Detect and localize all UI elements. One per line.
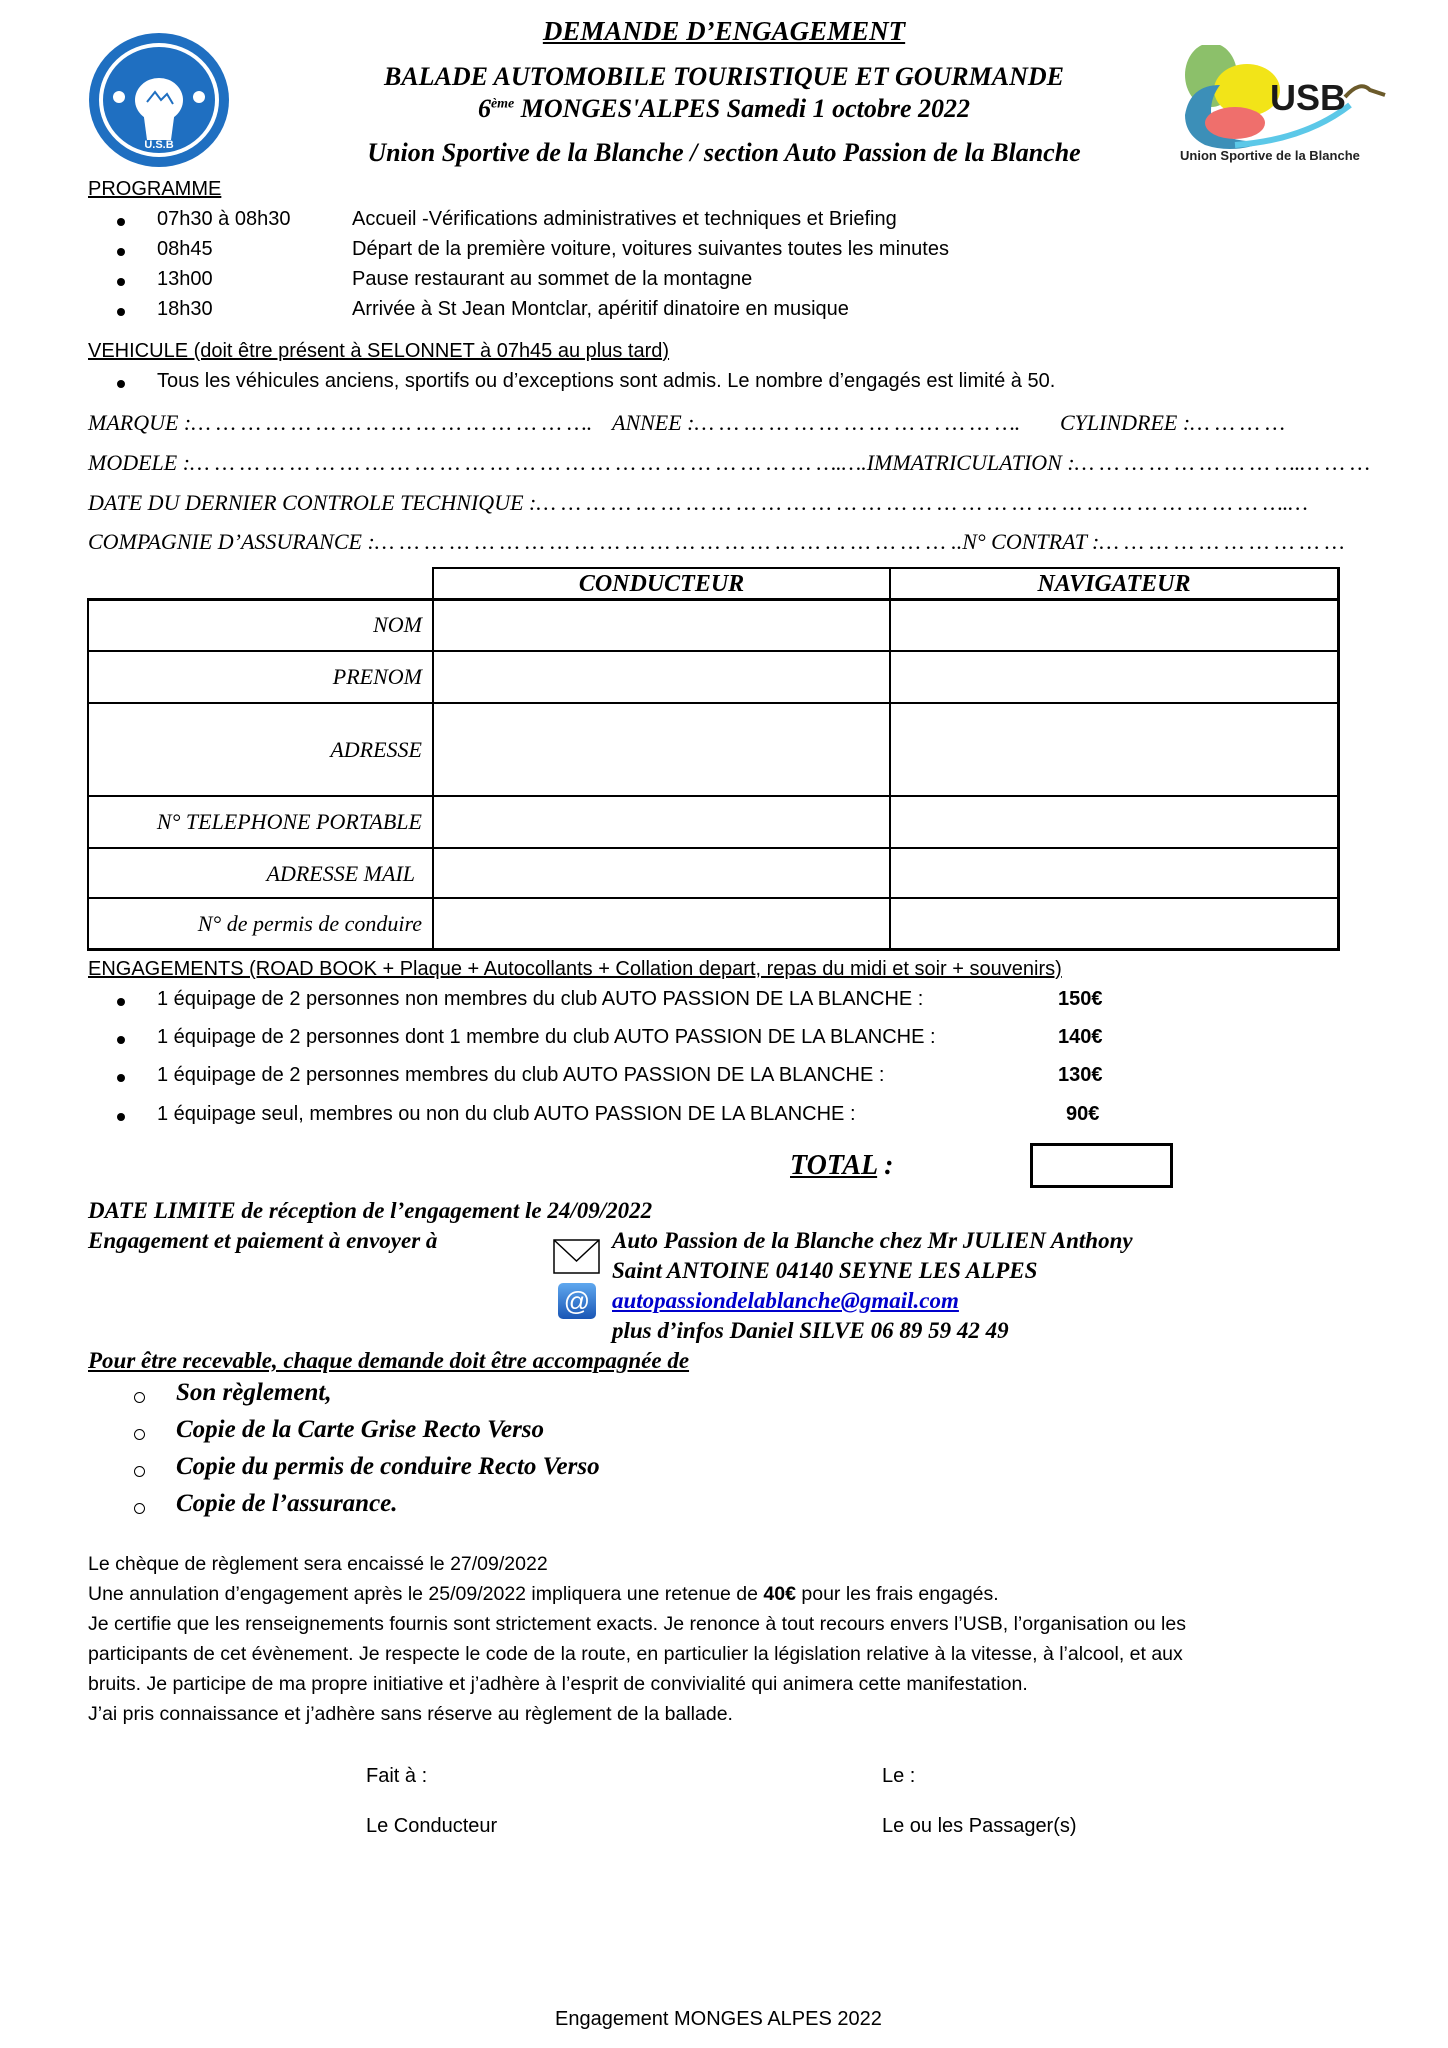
total-label (790, 1150, 893, 1182)
terms-line-2 (88, 1583, 999, 1606)
terms-line-3: Je certifie que les renseignements fournis sont strictement exacts. Je renonce à tout recours envers l’USB, l’organisation ou les (88, 1613, 1186, 1635)
terms-line-4: participants de cet évènement. Je respecte le code de la route, en particulier la législation relative à la vitesse, à l’alcool, et aux (88, 1643, 1183, 1665)
svg-text:USB: USB (1270, 77, 1347, 118)
vehicule-note: Tous les véhicules anciens, sportifs ou d’exceptions sont admis. Le nombre d’engagés est limité à 50. (157, 370, 1056, 392)
requirement-item: Son règlement, (176, 1379, 332, 1406)
annee-field[interactable]: ANNEE :… … … … … … … … … … … … …. (612, 410, 1021, 435)
engagements-heading: ENGAGEMENTS (ROAD BOOK + Plaque + Autocollants + Collation depart, repas du midi et soir + souvenirs) (88, 958, 1062, 980)
conducteur-permis-input[interactable] (435, 900, 888, 948)
engagement-label: 1 équipage de 2 personnes dont 1 membre du club AUTO PASSION DE LA BLANCHE : (157, 1026, 936, 1048)
bullet-icon (117, 1113, 125, 1121)
programme-time: 08h45 (157, 238, 213, 260)
signature-passagers[interactable]: Le ou les Passager(s) (882, 1815, 1077, 1837)
circle-bullet-icon (134, 1429, 145, 1440)
total-colon: : (877, 1150, 894, 1181)
envelope-icon (553, 1239, 600, 1274)
cylindree-field[interactable]: CYLINDREE :… … … … (1060, 410, 1285, 435)
svg-text:@: @ (563, 1286, 591, 1316)
requirement-item: Copie du permis de conduire Recto Verso (176, 1453, 600, 1480)
bullet-icon (117, 308, 125, 316)
column-navigateur: NAVIGATEUR (1037, 571, 1191, 597)
bullet-icon (117, 278, 125, 286)
deadline-line: DATE LIMITE de réception de l’engagement le 24/09/2022 (88, 1198, 653, 1223)
event-title: BALADE AUTOMOBILE TOURISTIQUE ET GOURMANDE (384, 62, 1064, 91)
bullet-icon (117, 248, 125, 256)
edition-text: MONGES'ALPES Samedi 1 octobre 2022 (514, 94, 971, 123)
edition-number: 6 (477, 94, 491, 123)
email-link[interactable]: autopassiondelablanche@gmail.com (612, 1288, 959, 1313)
retention-amount: 40€ (763, 1583, 796, 1605)
vehicule-heading: VEHICULE (doit être présent à SELONNET à 07h45 au plus tard) (88, 340, 670, 362)
row-label-adresse: ADRESSE (330, 737, 422, 762)
modele-immatriculation-field[interactable]: MODELE :… … … … … … … … … … … … … … … … … … … … … … … … … ….….IMMATRICULATION :… … … … … … … … ….… … … (88, 450, 1370, 475)
requirements-heading: Pour être recevable, chaque demande doit être accompagnée de (88, 1348, 690, 1373)
terms-line-5: bruits. Je participe de ma propre initiative et j’adhère à l’esprit de convivialité qui animera cette manifestation. (88, 1673, 1028, 1695)
row-label-telephone: N° TELEPHONE PORTABLE (156, 809, 422, 834)
conducteur-nom-input[interactable] (435, 601, 888, 650)
programme-desc: Arrivée à St Jean Montclar, apéritif dinatoire en musique (352, 298, 849, 320)
svg-text:Union Sportive de la Blanche: Union Sportive de la Blanche (1180, 148, 1360, 163)
address-line-2: Saint ANTOINE 04140 SEYNE LES ALPES (612, 1258, 1038, 1283)
requirement-item: Copie de la Carte Grise Recto Verso (176, 1416, 545, 1443)
total-label-text: TOTAL (790, 1150, 878, 1181)
engagement-price: 140€ (1058, 1026, 1103, 1048)
bullet-icon (117, 380, 125, 388)
programme-time: 13h00 (157, 268, 213, 290)
engagement-price: 150€ (1058, 988, 1103, 1010)
circle-bullet-icon (134, 1503, 145, 1514)
navigateur-mail-input[interactable] (892, 850, 1336, 897)
send-to-label: Engagement et paiement à envoyer à (88, 1228, 438, 1253)
svg-text:U.S.B: U.S.B (144, 139, 174, 151)
conducteur-prenom-input[interactable] (435, 653, 888, 702)
engagement-label: 1 équipage de 2 personnes membres du club AUTO PASSION DE LA BLANCHE : (157, 1064, 885, 1086)
bullet-icon (117, 218, 125, 226)
terms-line-2b: pour les frais engagés. (795, 1583, 999, 1605)
page-title: DEMANDE D’ENGAGEMENT (542, 16, 906, 46)
organizer-line: Union Sportive de la Blanche / section Auto Passion de la Blanche (367, 138, 1081, 167)
controle-technique-field[interactable]: DATE DU DERNIER CONTROLE TECHNIQUE :… … … … … … … … … … … … … … … … … … … … … … … … … … … … … ….… (88, 490, 1308, 515)
engagement-price: 90€ (1066, 1103, 1100, 1125)
programme-time: 18h30 (157, 298, 213, 320)
programme-desc: Accueil -Vérifications administratives et techniques et Briefing (352, 208, 897, 230)
signature-conducteur[interactable]: Le Conducteur (366, 1815, 498, 1837)
requirement-item: Copie de l’assurance. (176, 1490, 398, 1517)
navigateur-adresse-input[interactable] (892, 705, 1336, 795)
total-input[interactable] (1030, 1143, 1173, 1188)
page-footer: Engagement MONGES ALPES 2022 (555, 2008, 882, 2030)
programme-time: 07h30 à 08h30 (157, 208, 291, 230)
programme-desc: Départ de la première voiture, voitures suivantes toutes les minutes (352, 238, 949, 260)
programme-heading: PROGRAMME (88, 178, 222, 200)
engagement-label: 1 équipage de 2 personnes non membres du club AUTO PASSION DE LA BLANCHE : (157, 988, 924, 1010)
row-label-mail: ADRESSE MAIL (266, 861, 415, 886)
bullet-icon (117, 1074, 125, 1082)
engagement-label: 1 équipage seul, membres ou non du club AUTO PASSION DE LA BLANCHE : (157, 1103, 856, 1125)
event-edition (0, 94, 1448, 124)
circle-bullet-icon (134, 1466, 145, 1477)
info-contact: plus d’infos Daniel SILVE 06 89 59 42 49 (612, 1318, 1009, 1343)
row-label-permis: N° de permis de conduire (197, 911, 422, 936)
conducteur-telephone-input[interactable] (435, 798, 888, 847)
conducteur-mail-input[interactable] (435, 850, 888, 897)
date-field[interactable]: Le : (882, 1765, 916, 1787)
fait-a-field[interactable]: Fait à : (366, 1765, 428, 1787)
navigateur-permis-input[interactable] (892, 900, 1336, 948)
navigateur-prenom-input[interactable] (892, 653, 1336, 702)
bullet-icon (117, 998, 125, 1006)
participant-table (87, 567, 1339, 950)
assurance-contrat-field[interactable]: COMPAGNIE D’ASSURANCE :… … … … … … … … … … … … … … … … … … … … … … … ..N° CONTRAT :… … … … … … … … … … (88, 529, 1345, 554)
row-label-nom: NOM (373, 612, 422, 637)
engagement-price: 130€ (1058, 1064, 1103, 1086)
circle-bullet-icon (134, 1392, 145, 1403)
conducteur-adresse-input[interactable] (435, 705, 888, 795)
programme-desc: Pause restaurant au sommet de la montagne (352, 268, 753, 290)
email-icon (557, 1282, 597, 1320)
address-line-1: Auto Passion de la Blanche chez Mr JULIEN Anthony (612, 1228, 1133, 1253)
column-conducteur: CONDUCTEUR (578, 571, 745, 597)
navigateur-telephone-input[interactable] (892, 798, 1336, 847)
row-label-prenom: PRENOM (332, 664, 422, 689)
navigateur-nom-input[interactable] (892, 601, 1336, 650)
terms-line-1: Le chèque de règlement sera encaissé le 27/09/2022 (88, 1553, 548, 1575)
terms-line-6: J’ai pris connaissance et j’adhère sans réserve au règlement de la ballade. (88, 1703, 733, 1725)
edition-suffix: ème (490, 96, 515, 112)
bullet-icon (117, 1036, 125, 1044)
terms-line-2a: Une annulation d’engagement après le 25/09/2022 impliquera une retenue de (88, 1583, 764, 1605)
marque-field[interactable]: MARQUE :… … … … … … … … … … … … … … … …. (88, 410, 593, 435)
